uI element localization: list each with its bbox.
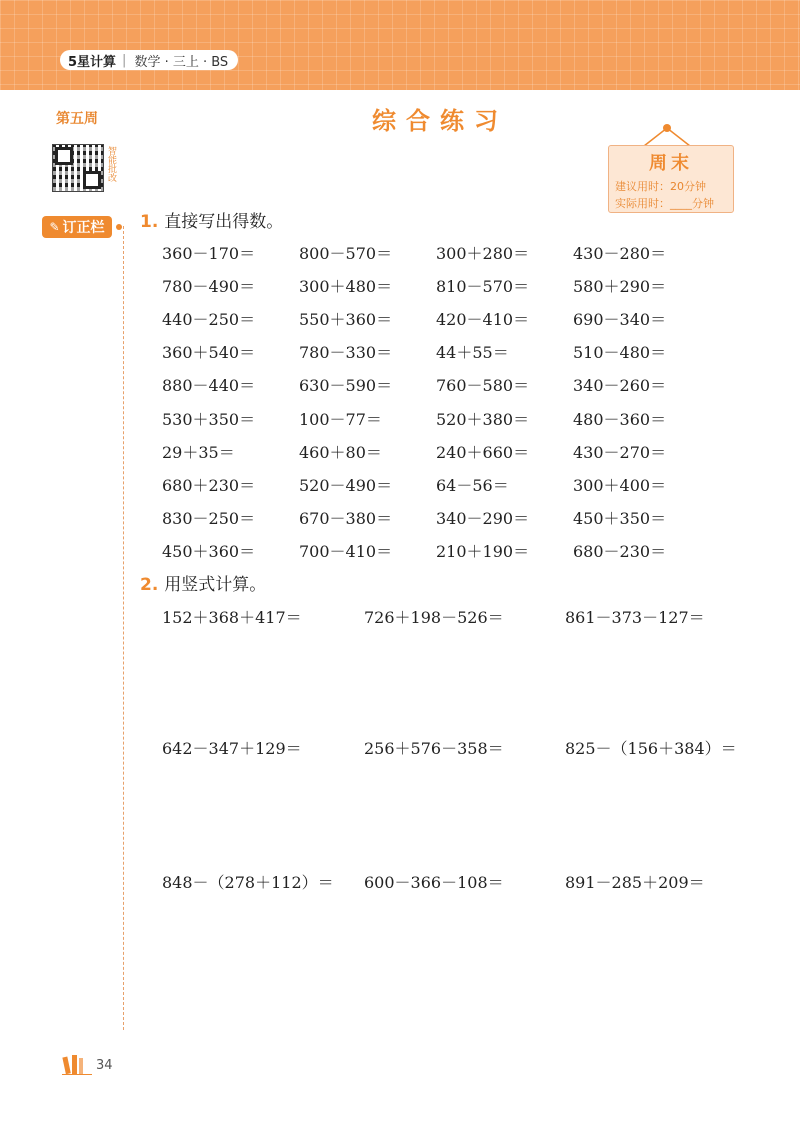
vertical-problem: 825－（156＋384）＝ — [565, 739, 737, 758]
time-sign — [608, 145, 734, 213]
pencil-icon: ✎ — [49, 220, 60, 234]
direct-problem: 580＋290＝ — [573, 277, 667, 297]
direct-problem: 480－360＝ — [573, 409, 667, 429]
correction-label: 订正栏 — [62, 220, 105, 236]
section-number: 2. — [140, 575, 159, 595]
direct-problem: 530＋350＝ — [162, 409, 256, 429]
page-title: 综合练习 — [372, 107, 508, 135]
direct-problem: 450＋360＝ — [162, 541, 256, 561]
direct-problem: 430－280＝ — [573, 244, 667, 263]
direct-problem: 360＋540＝ — [162, 343, 256, 363]
books-icon — [62, 1053, 92, 1075]
vertical-problem: 861－373－127＝ — [565, 608, 705, 627]
vertical-problem: 726＋198－526＝ — [364, 608, 504, 627]
brand-name: 5星计算 — [68, 54, 117, 70]
direct-problem: 450＋350＝ — [573, 508, 667, 528]
direct-problem: 630－590＝ — [299, 376, 393, 396]
vertical-problem: 152＋368＋417＝ — [162, 608, 302, 627]
page-number: 34 — [96, 1058, 113, 1073]
direct-problem: 680＋230＝ — [162, 475, 256, 495]
direct-problem: 210＋190＝ — [436, 541, 530, 561]
book-label — [60, 50, 238, 70]
section-title: 用竖式计算。 — [164, 575, 267, 595]
direct-problem: 670－380＝ — [299, 508, 393, 528]
direct-problem: 520－490＝ — [299, 475, 393, 495]
direct-problem: 680－230＝ — [573, 541, 667, 561]
direct-problem: 520＋380＝ — [436, 409, 530, 429]
direct-problem: 700－410＝ — [299, 541, 393, 561]
direct-problem: 880－440＝ — [162, 376, 256, 396]
direct-problem: 29＋35＝ — [162, 442, 235, 462]
direct-problem: 800－570＝ — [299, 244, 393, 263]
direct-problem: 420－410＝ — [436, 310, 530, 330]
section-title: 直接写出得数。 — [164, 212, 284, 232]
subject-label: 数学 · 三上 · BS — [134, 54, 229, 70]
direct-problem: 340－260＝ — [573, 376, 667, 396]
section-2-heading — [140, 570, 266, 595]
direct-problem: 300＋280＝ — [436, 244, 530, 263]
direct-problem: 510－480＝ — [573, 343, 667, 363]
direct-problem: 300＋400＝ — [573, 475, 667, 495]
week-label: 第五周 — [56, 111, 98, 127]
correction-tag — [42, 216, 112, 238]
suggested-time: 建议用时：20分钟 — [615, 180, 706, 193]
section-number: 1. — [140, 212, 159, 232]
direct-problem: 240＋660＝ — [436, 442, 530, 462]
direct-problem: 360－170＝ — [162, 244, 256, 263]
qr-code-icon[interactable] — [52, 144, 104, 192]
direct-problem: 44＋55＝ — [436, 343, 509, 363]
direct-problem: 430－270＝ — [573, 442, 667, 462]
direct-problem: 100－77＝ — [299, 409, 382, 429]
vertical-problem: 891－285＋209＝ — [565, 873, 705, 892]
direct-problem: 830－250＝ — [162, 508, 256, 528]
direct-problem: 340－290＝ — [436, 508, 530, 528]
direct-problem: 550＋360＝ — [299, 310, 393, 330]
sign-nail-icon — [663, 124, 671, 132]
header-banner — [0, 0, 800, 90]
sign-title: 周末 — [649, 153, 693, 174]
tag-dot — [116, 224, 122, 230]
qr-caption: 智能批改 — [106, 146, 116, 182]
separator: | — [122, 52, 127, 68]
actual-time: 实际用时：____分钟 — [615, 197, 714, 210]
direct-problem: 760－580＝ — [436, 376, 530, 396]
correction-divider — [123, 226, 124, 1030]
section-1-heading — [140, 207, 283, 232]
direct-problem: 440－250＝ — [162, 310, 256, 330]
vertical-problem: 848－（278＋112）＝ — [162, 873, 334, 892]
direct-problem: 810－570＝ — [436, 277, 530, 297]
direct-problem: 300＋480＝ — [299, 277, 393, 297]
vertical-problem: 642－347＋129＝ — [162, 739, 302, 758]
vertical-problem: 600－366－108＝ — [364, 873, 504, 892]
direct-problem: 780－490＝ — [162, 277, 256, 297]
direct-problem: 460＋80＝ — [299, 442, 382, 462]
direct-problem: 690－340＝ — [573, 310, 667, 330]
vertical-problem: 256＋576－358＝ — [364, 739, 504, 758]
direct-problem: 64－56＝ — [436, 475, 509, 495]
direct-problem: 780－330＝ — [299, 343, 393, 363]
